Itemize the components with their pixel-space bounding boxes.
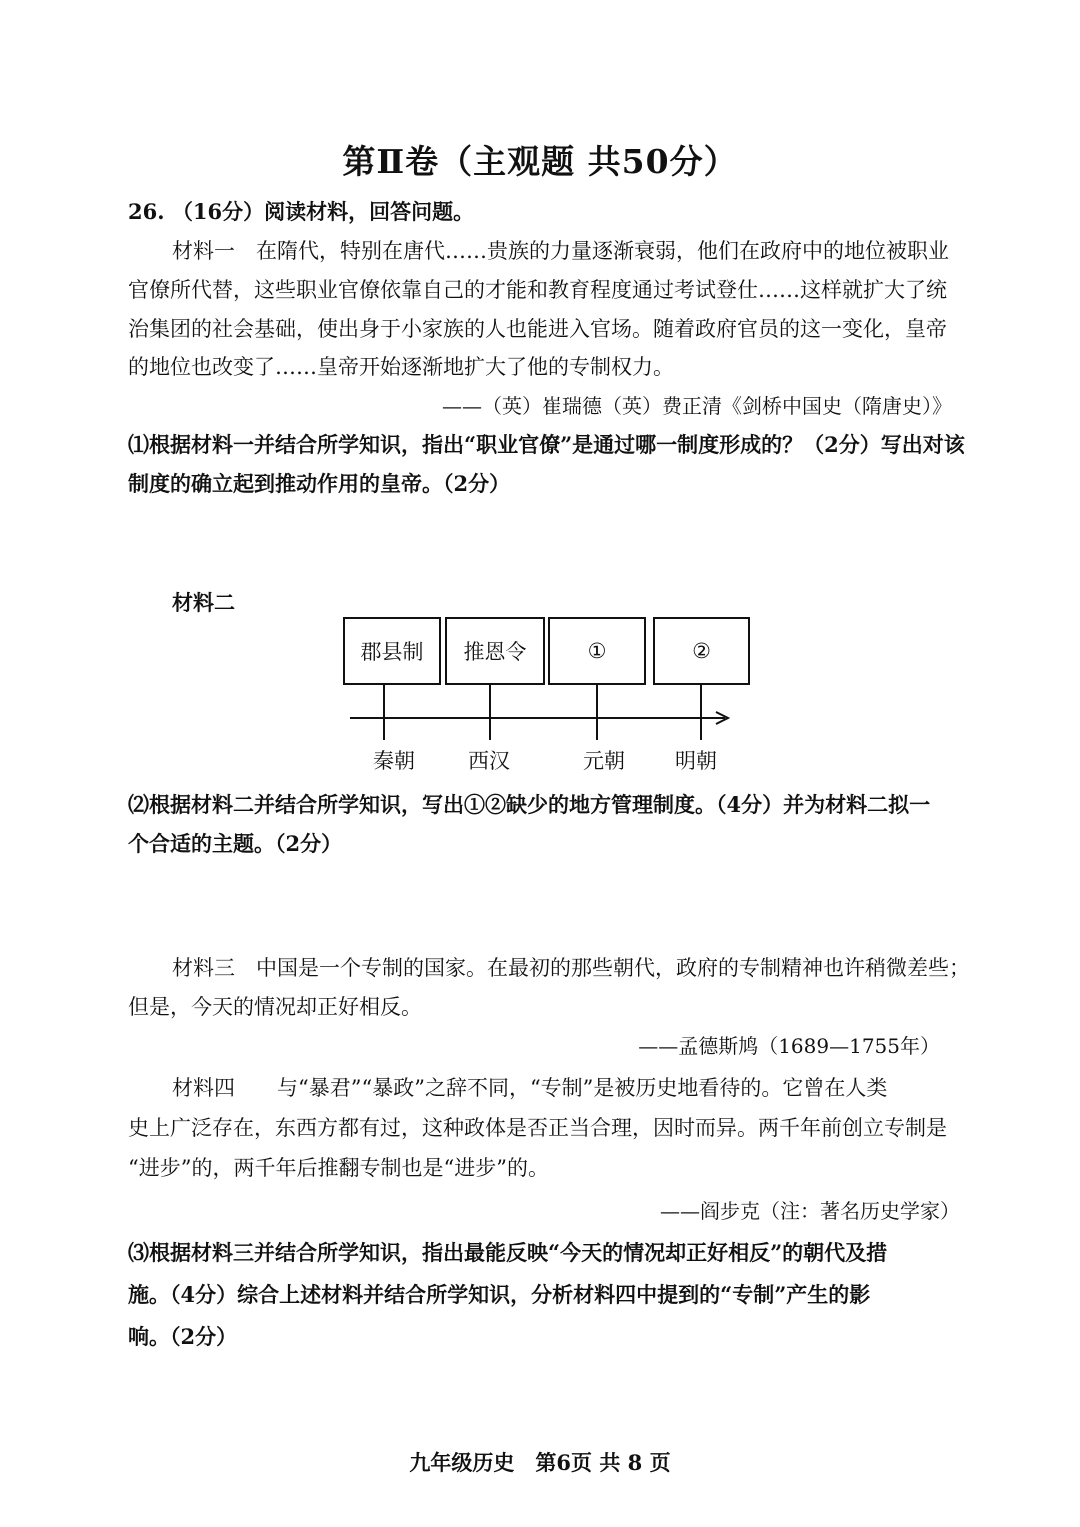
material-4-line: 材料四 与“暴君”“暴政”之辞不同，“专制”是被历史地看待的。它曾在人类	[172, 1076, 888, 1100]
timeline-dynasty-yuan: 元朝	[583, 749, 625, 773]
question-2-line: 个合适的主题。（2分）	[128, 831, 343, 856]
material-1-line: 官僚所代替，这些职业官僚依靠自己的才能和教育程度通过考试登仕……这样就扩大了统	[128, 278, 947, 302]
question-26-header: 26. （16分）阅读材料，回答问题。	[128, 199, 475, 224]
section-title: 第Ⅱ卷（主观题 共50分）	[342, 142, 738, 181]
question-3-line: 施。（4分）综合上述材料并结合所学知识，分析材料四中提到的“专制”产生的影	[128, 1282, 871, 1307]
material-1-line: 的地位也改变了……皇帝开始逐渐地扩大了他的专制权力。	[128, 355, 674, 379]
question-1-line: ⑴根据材料一并结合所学知识，指出“职业官僚”是通过哪一制度形成的？（2分）写出对该	[128, 432, 965, 457]
material-1-line: 材料一 在隋代，特别在唐代……贵族的力量逐渐衰弱，他们在政府中的地位被职业	[172, 239, 949, 263]
question-2-line: ⑵根据材料二并结合所学知识，写出①②缺少的地方管理制度。（4分）并为材料二拟一	[128, 792, 931, 817]
timeline-dynasty-qin: 秦朝	[373, 749, 415, 773]
material-4-line: 史上广泛存在，东西方都有过，这种政体是否正当合理，因时而异。两千年前创立专制是	[128, 1116, 947, 1140]
material-2-label: 材料二	[172, 590, 235, 615]
timeline-box-commandery: 郡县制	[343, 617, 441, 685]
timeline-box-blank-2: ②	[653, 617, 750, 685]
material-1-line: 治集团的社会基础，使出身于小家族的人也能进入官场。随着政府官员的这一变化，皇帝	[128, 317, 947, 341]
question-3-line: 响。（2分）	[128, 1324, 238, 1349]
timeline-box-blank-1: ①	[548, 617, 646, 685]
material-3-line: 材料三 中国是一个专制的国家。在最初的那些朝代，政府的专制精神也许稍微差些；	[172, 956, 970, 980]
page-footer: 九年级历史 第6页 共 8 页	[409, 1450, 671, 1475]
material-3-source: ——孟德斯鸠（1689—1755年）	[638, 1034, 940, 1058]
timeline-dynasty-ming: 明朝	[675, 749, 717, 773]
question-1-line: 制度的确立起到推动作用的皇帝。（2分）	[128, 471, 511, 496]
timeline-box-decree: 推恩令	[445, 617, 545, 685]
question-3-line: ⑶根据材料三并结合所学知识，指出最能反映“今天的情况却正好相反”的朝代及措	[128, 1240, 888, 1265]
material-3-line: 但是，今天的情况却正好相反。	[128, 995, 422, 1019]
material-4-source: ——阎步克（注：著名历史学家）	[660, 1199, 960, 1223]
material-1-source: ——（英）崔瑞德（英）费正清《剑桥中国史（隋唐史）》	[442, 394, 952, 418]
timeline-dynasty-western-han: 西汉	[468, 749, 510, 773]
material-4-line: “进步”的，两千年后推翻专制也是“进步”的。	[128, 1156, 549, 1180]
